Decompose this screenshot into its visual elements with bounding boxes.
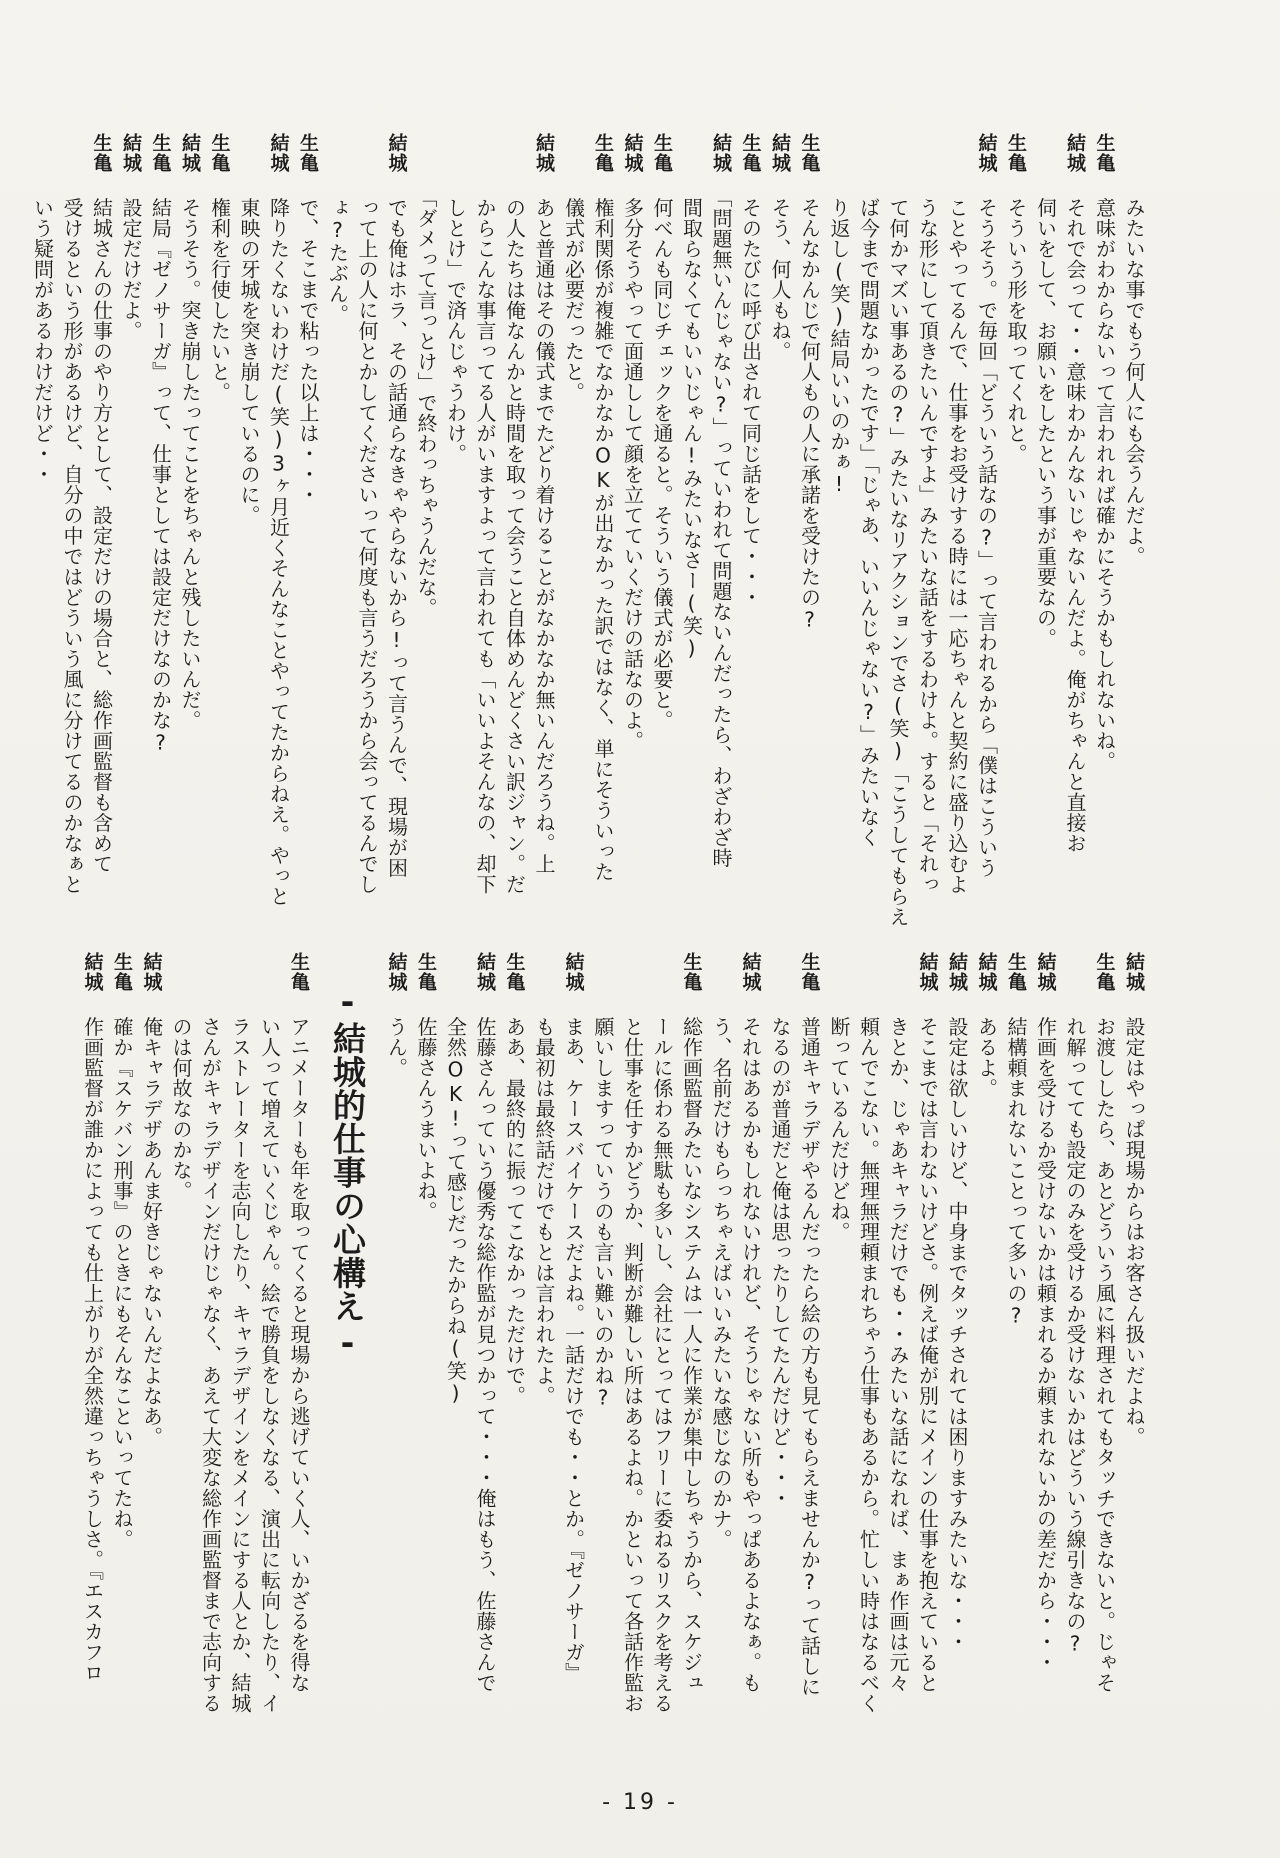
dialogue-text: り返し(笑)結局いいのかぁ!	[827, 177, 851, 497]
dialogue-line	[440, 952, 470, 1672]
speaker-name: 生亀	[651, 133, 673, 173]
dialogue-line	[411, 952, 441, 1672]
dialogue-line	[381, 952, 411, 1672]
dialogue-text: そこまでは言わないけどさ。例えば俺が別にメインの仕事を抱えていると	[915, 996, 940, 1693]
dialogue-line	[411, 133, 441, 923]
dialogue-line	[225, 952, 255, 1714]
dialogue-line	[234, 133, 264, 923]
dialogue-text: 俺キャラデザあんま好きじゃないんだよなあ。	[139, 996, 164, 1447]
dialogue-line	[1089, 952, 1119, 1693]
speaker-name: 結城	[916, 952, 939, 992]
speaker-name: 結城	[710, 133, 732, 173]
speaker-name: 結城	[621, 133, 644, 173]
dialogue-line	[558, 133, 588, 923]
dialogue-line	[499, 133, 529, 923]
dialogue-text: みたいな事でもう何人にも会うんだよ。	[1122, 177, 1146, 567]
speaker-name: 結城	[975, 133, 998, 173]
dialogue-text: 多分そうやって面通しして顔を立てていくだけの話なのよ。	[620, 177, 645, 751]
dialogue-line	[470, 133, 500, 923]
dialogue-line	[1030, 952, 1060, 1672]
dialogue-line	[284, 952, 314, 1693]
dialogue-text: 「ダメって言っとけ」で終わっちゃうんだな。	[414, 177, 438, 618]
dialogue-text: まあ、ケースバイケースだよね。一話だけでも・・とか。『ゼノサーガ』	[561, 996, 586, 1683]
dialogue-text: も最初は最終話だけでもとは言われたよ。	[532, 996, 556, 1406]
dialogue-line	[27, 133, 57, 923]
dialogue-line	[381, 133, 411, 923]
dialogue-text: 作画監督が誰かによっても仕上がりが全然違っちゃうしさ。『エスカフロ	[80, 996, 105, 1683]
dialogue-text: 間取らなくてもいいじゃん!みたいなさー(笑)	[679, 177, 704, 661]
section-heading: -結城的仕事の心構え-	[328, 982, 367, 1363]
speaker-name: 生亀	[680, 952, 703, 992]
speaker-name: 結城	[81, 952, 104, 992]
dialogue-text: ールに係わる無駄も多いし、会社にとってはフリーに委ねるリスクを考える	[650, 996, 674, 1714]
speaker-name: 結城	[533, 133, 555, 173]
speaker-name: 結城	[140, 952, 163, 992]
dialogue-line	[883, 952, 913, 1693]
speaker-name: 生亀	[1093, 133, 1116, 173]
dialogue-line	[794, 952, 824, 1697]
dialogue-line	[647, 952, 677, 1714]
speaker-name: 生亀	[739, 133, 762, 173]
speaker-name: 生亀	[1005, 133, 1027, 173]
dialogue-line	[116, 133, 146, 923]
dialogue-text: からこんな事言ってる人がいますよって言われても「いいよそんなの、却下	[473, 177, 497, 895]
dialogue-line	[1060, 133, 1090, 923]
speaker-name: 生亀	[1005, 952, 1027, 992]
dialogue-line	[853, 133, 883, 923]
dialogue-text: い人って増えていくじゃん。絵で勝負をしなくなる、演出に転向したり、イ	[257, 996, 282, 1714]
dialogue-text: 総作画監督みたいなシステムは一人に作業が集中しちゃうから、スケジュ	[679, 996, 704, 1693]
dialogue-text: 東映の牙城を突き崩しているのに。	[237, 177, 261, 526]
dialogue-text: う、名前だけもらっちゃえばいいみたいな感じなのかナ。	[709, 996, 733, 1550]
speaker-name: 生亀	[288, 952, 310, 992]
dialogue-text: それはあるかもしれないけれど、そうじゃない所もやっぱあるよなぁ。も	[738, 996, 763, 1693]
dialogue-text: 「問題無いんじゃない?」っていわれて問題ないんだったら、わざわざ時	[709, 177, 733, 868]
dialogue-line	[529, 952, 559, 1672]
dialogue-line	[971, 952, 1001, 1672]
dialogue-text: そういう形を取ってくれと。	[1004, 177, 1028, 464]
dialogue-line	[706, 952, 736, 1672]
dialogue-line	[204, 133, 234, 923]
dialogue-line	[440, 133, 470, 923]
dialogue-line	[293, 133, 323, 923]
speaker-name: 結城	[1123, 952, 1145, 992]
dialogue-text: なるのが普通だと俺は思ったりしてたんだけど・・・	[768, 996, 792, 1509]
dialogue-line	[765, 133, 795, 923]
interview-text-lower	[77, 952, 1148, 1714]
dialogue-text: 佐藤さんうまいよね。	[414, 996, 438, 1222]
dialogue-line	[1089, 133, 1119, 923]
speaker-name: 結城	[385, 952, 408, 992]
dialogue-text: それで会って・・意味わかんないじゃないんだよ。俺がちゃんと直接お	[1063, 177, 1087, 854]
dialogue-line	[86, 133, 116, 923]
dialogue-line	[647, 133, 677, 923]
dialogue-line	[1001, 133, 1031, 923]
dialogue-line	[136, 952, 166, 1672]
dialogue-line	[352, 133, 382, 923]
speaker-name: 生亀	[798, 133, 821, 173]
speaker-name: 結城	[946, 952, 968, 992]
dialogue-line	[588, 952, 618, 1672]
speaker-name: 生亀	[111, 952, 133, 992]
dialogue-line	[254, 952, 284, 1714]
dialogue-line	[145, 133, 175, 923]
dialogue-text: れ解ってても設定のみを受けるか受けないかはどういう線引きなの?	[1063, 996, 1087, 1656]
dialogue-line	[824, 133, 854, 923]
dialogue-text: 儀式が必要だったと。	[561, 177, 586, 403]
dialogue-text: 設定だけだよ。	[119, 177, 143, 341]
dialogue-line	[942, 952, 972, 1672]
dialogue-text: 作画を受けるか受けないかは頼まれるか頼まれないかの差だから・・・	[1033, 996, 1058, 1673]
dialogue-text: ば今まで問題なかったです」「じゃあ、いいんじゃない?」みたいなく	[856, 177, 881, 848]
dialogue-line	[175, 133, 205, 923]
dialogue-text: あと普通はその儀式までたどり着けることがなかなか無いんだろうね。上	[532, 177, 556, 874]
dialogue-line	[912, 133, 942, 923]
dialogue-text: 結城さんの仕事のやり方として、設定だけの場合と、総作画監督も含めて	[89, 177, 114, 874]
dialogue-text: 普通キャラデザやるんだったら絵の方も見てもらえませんか?って話しに	[797, 996, 822, 1697]
dialogue-text: 頼んでこない。無理無理頼まれちゃう仕事もあるから。忙しい時はなるべく	[856, 996, 881, 1714]
dialogue-line	[971, 133, 1001, 923]
dialogue-line	[1119, 133, 1149, 923]
dialogue-text: でも俺はホラ、その話通らなきゃやらないから!って言うんで、現場が困	[384, 177, 409, 878]
speaker-name: 結城	[769, 133, 791, 173]
dialogue-text: 意味がわからないって言われれば確かにそうかもしれないね。	[1092, 177, 1117, 772]
speaker-name: 結城	[474, 952, 496, 992]
dialogue-line	[1030, 133, 1060, 923]
dialogue-text: しとけ」で済んじゃうわけ。	[443, 177, 468, 464]
dialogue-line	[588, 133, 618, 923]
dialogue-text: 願いしますっていうのも言い難いのかね?	[591, 996, 615, 1410]
speaker-name: 結城	[562, 952, 585, 992]
dialogue-text: 権利を行使したいと。	[207, 177, 232, 403]
dialogue-text: 全然OK!って感じだったからね(笑)	[443, 996, 468, 1406]
dialogue-line	[735, 952, 765, 1693]
speaker-name: 生亀	[90, 133, 113, 173]
dialogue-text: ああ、最終的に振ってこなかっただけで。	[502, 996, 527, 1406]
dialogue-line	[1001, 952, 1031, 1672]
dialogue-text: 結構頼まれないことって多いの?	[1004, 996, 1028, 1328]
dialogue-line	[706, 133, 736, 923]
dialogue-text: きとか、じゃあキャラだけでも・・みたいな話になれば、まぁ作画は元々	[886, 996, 910, 1693]
dialogue-text: そう、何人もね。	[768, 177, 792, 362]
speaker-name: 結城	[385, 133, 408, 173]
speaker-name: 生亀	[415, 952, 437, 992]
speaker-name: 結城	[739, 952, 762, 992]
speaker-name: 結城	[120, 133, 142, 173]
dialogue-text: 設定は欲しいけど、中身までタッチされては困りますみたいな・・・	[945, 996, 969, 1652]
page-number: - 19 -	[602, 1790, 678, 1815]
dialogue-line	[57, 133, 87, 923]
speaker-name: 生亀	[297, 133, 319, 173]
dialogue-line	[1119, 952, 1149, 1672]
dialogue-line	[166, 952, 196, 1672]
dialogue-line	[1060, 952, 1090, 1672]
dialogue-line	[558, 952, 588, 1683]
dialogue-text: アニメーターも年を取ってくると現場から逃げていく人、いかざるを得な	[287, 996, 311, 1693]
dialogue-line	[322, 133, 352, 923]
speaker-name: 生亀	[208, 133, 231, 173]
speaker-name: 生亀	[798, 952, 821, 992]
dialogue-line	[195, 952, 225, 1714]
dialogue-text: のは何故なのかな。	[169, 996, 193, 1201]
dialogue-line	[499, 952, 529, 1672]
dialogue-text: うな形にして頂きたいんですよ」みたいな話をするわけよ。すると「それっ	[915, 177, 940, 895]
dialogue-text: あるよ。	[974, 996, 999, 1099]
speaker-name: 結城	[1034, 952, 1057, 992]
speaker-name: 生亀	[503, 952, 526, 992]
dialogue-line	[824, 952, 854, 1672]
dialogue-text: ょ?たぶん。	[325, 177, 350, 325]
dialogue-text: 断っているんだけどね。	[827, 996, 851, 1242]
dialogue-text: て何かマズい事あるの?」みたいなリアクションでさ(笑)「こうしてもらえ	[886, 177, 910, 927]
dialogue-text: そんなかんじで何人もの人に承諾を受けたの?	[797, 177, 822, 632]
dialogue-line	[794, 133, 824, 923]
dialogue-text: の人たちは俺なんかと時間を取って会うこと自体めんどくさい訳ジャン。だ	[502, 177, 527, 895]
speaker-name: 生亀	[1093, 952, 1116, 992]
dialogue-line	[676, 133, 706, 923]
dialogue-text: 結局『ゼノサーガ』って、仕事としては設定だけなのかな?	[148, 177, 173, 755]
dialogue-text: うん。	[384, 996, 409, 1078]
dialogue-text: ことやってるんで、仕事をお受けする時には一応ちゃんと契約に盛り込むよ	[945, 177, 969, 895]
dialogue-text: 降りたくないわけだ(笑)3ヶ月近くそんなことやってたからねえ。やっと	[266, 177, 291, 907]
speaker-name: 生亀	[592, 133, 614, 173]
dialogue-text: 権利関係が複雑でなかなかOKが出なかった訳ではなく、単にそういった	[591, 177, 615, 882]
dialogue-line	[735, 133, 765, 923]
dialogue-text: 設定はやっぱ現場からはお客さん扱いだよね。	[1122, 996, 1146, 1447]
dialogue-line	[883, 133, 913, 927]
dialogue-line	[942, 133, 972, 923]
dialogue-text: そうそう。で毎回「どういう話なの?」って言われるから「僕はこういう	[974, 177, 999, 878]
dialogue-line	[470, 952, 500, 1693]
dialogue-text: さんがキャラデザインだけじゃなく、あえて大変な総作画監督まで志向する	[198, 996, 223, 1714]
dialogue-text: そうそう。突き崩したってことをちゃんと残したいんだ。	[178, 177, 202, 731]
interview-text-upper	[27, 133, 1148, 927]
dialogue-text: で、そこまで粘った以上は・・・	[296, 177, 320, 505]
dialogue-text: 佐藤さんっていう優秀な総作監が見つかって・・・俺はもう、佐藤さんで	[473, 996, 497, 1693]
dialogue-text: 受けるという形があるけど、自分の中ではどういう風に分けてるのかなぁと	[60, 177, 84, 895]
speaker-name: 結城	[267, 133, 290, 173]
dialogue-line	[77, 952, 107, 1683]
dialogue-line	[529, 133, 559, 923]
dialogue-text: 伺いをして、お願いをしたという事が重要なの。	[1033, 177, 1058, 649]
dialogue-line	[617, 952, 647, 1714]
dialogue-text: そのたびに呼び出されて同じ話をして・・・	[738, 177, 763, 608]
dialogue-line	[853, 952, 883, 1714]
dialogue-line	[263, 133, 293, 923]
dialogue-text: いう疑問があるわけだけど・・	[30, 177, 55, 485]
dialogue-line	[617, 133, 647, 923]
speaker-name: 生亀	[149, 133, 172, 173]
dialogue-text: 何べんも同じチェックを通ると。そういう儀式が必要と。	[650, 177, 674, 731]
dialogue-line	[765, 952, 795, 1672]
dialogue-text: と仕事を任すかどうか、判断が難しい所はあるよね。かといって各話作監お	[620, 996, 645, 1714]
speaker-name: 結城	[1064, 133, 1086, 173]
speaker-name: 結城	[179, 133, 201, 173]
dialogue-text: ラストレーターを志向したり、キャラデザインをメインにする人とか、結城	[228, 996, 252, 1714]
dialogue-line	[676, 952, 706, 1693]
dialogue-text: お渡ししたら、あとどういう風に料理されてもタッチできないと。じゃそ	[1092, 996, 1117, 1693]
dialogue-text: 確か『スケバン刑事』のときにもそんなこといってたね。	[110, 996, 134, 1550]
dialogue-text: って上の人に何とかしてくださいって何度も言うだろうから会ってるんでし	[355, 177, 379, 895]
dialogue-line	[107, 952, 137, 1672]
speaker-name: 結城	[975, 952, 998, 992]
dialogue-line	[912, 952, 942, 1693]
